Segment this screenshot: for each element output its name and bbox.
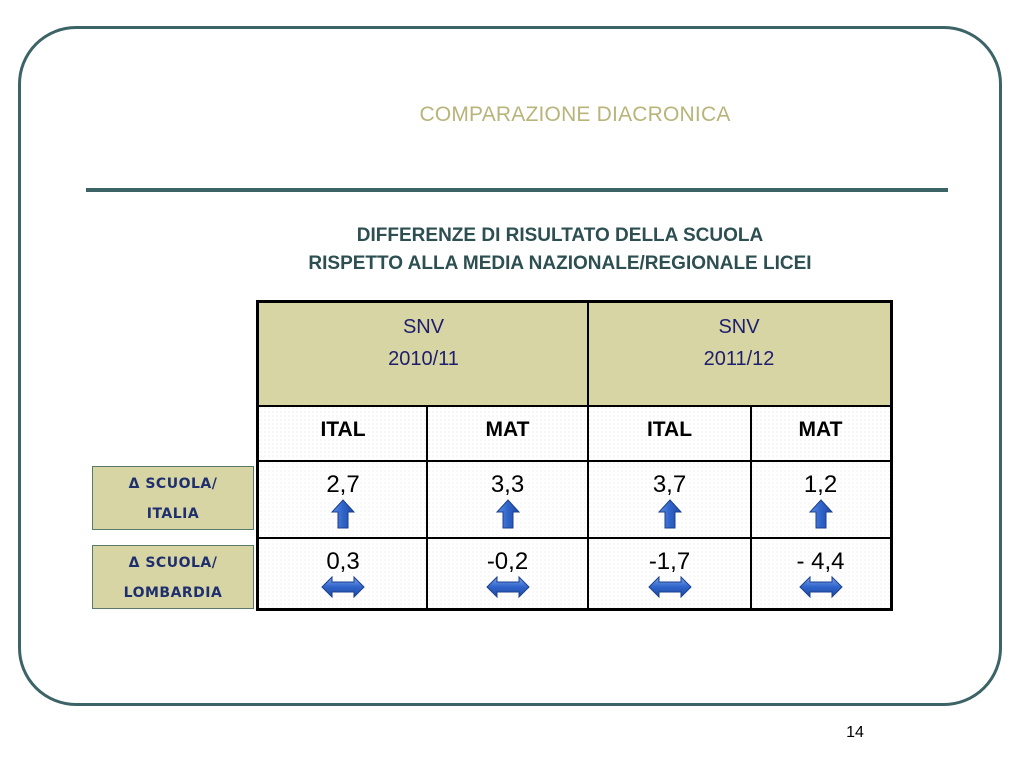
cell-italia-ital-2011 (588, 461, 751, 538)
title-divider (86, 188, 948, 192)
subtitle-line-2: RISPETTO ALLA MEDIA NAZIONALE/REGIONALE LICEI (308, 253, 812, 274)
group-header-year: 2010/11 (388, 348, 459, 370)
cell-value: -1,7 (648, 548, 691, 575)
left-right-arrow-icon (588, 576, 751, 605)
group-header-year: 2011/12 (703, 348, 775, 370)
group-header-2010-11 (259, 303, 588, 406)
column-header-ital-2011: ITAL (588, 406, 751, 461)
left-right-arrow-icon (427, 576, 588, 605)
cell-value: - 4,4 (796, 548, 845, 575)
group-header-2011-12 (588, 303, 890, 406)
row-label-line: ITALIA (146, 506, 200, 522)
row-label-line: Δ SCUOLA/ (128, 555, 218, 571)
cell-value: 1,2 (803, 471, 838, 498)
row-label-lombardia (92, 545, 254, 609)
cell-value: 3,3 (490, 471, 525, 498)
up-arrow-icon (496, 499, 520, 529)
group-header-label: SNV (718, 316, 760, 338)
grid-line (259, 405, 890, 407)
up-arrow-icon (259, 499, 427, 536)
cell-lombardia-ital-2010 (259, 538, 427, 608)
table-subtitle (230, 222, 890, 278)
left-right-arrow-icon (648, 576, 692, 598)
grid-line (259, 537, 890, 539)
cell-lombardia-mat-2011 (751, 538, 890, 608)
grid-line (587, 303, 589, 608)
cell-value: 2,7 (326, 471, 360, 498)
column-header-ital-2010: ITAL (259, 406, 427, 461)
grid-line (750, 406, 752, 608)
results-table (256, 300, 893, 611)
left-right-arrow-icon (751, 576, 890, 605)
column-header-mat-2010: MAT (427, 406, 588, 461)
row-label-line: Δ SCUOLA/ (128, 476, 218, 492)
page-number: 14 (846, 724, 864, 741)
grid-line (259, 460, 890, 462)
up-arrow-icon (809, 499, 833, 529)
row-label-italia (92, 466, 254, 530)
cell-value: 0,3 (326, 548, 360, 575)
column-header-mat-2011: MAT (751, 406, 890, 461)
row-label-line: LOMBARDIA (123, 585, 223, 601)
up-arrow-icon (658, 499, 682, 529)
left-right-arrow-icon (259, 576, 427, 605)
cell-italia-ital-2010 (259, 461, 427, 538)
cell-lombardia-mat-2010 (427, 538, 588, 608)
up-arrow-icon (427, 499, 588, 536)
left-right-arrow-icon (799, 576, 843, 598)
group-header-label: SNV (402, 316, 445, 338)
up-arrow-icon (588, 499, 751, 536)
cell-italia-mat-2010 (427, 461, 588, 538)
up-arrow-icon (331, 499, 355, 529)
cell-lombardia-ital-2011 (588, 538, 751, 608)
cell-italia-mat-2011 (751, 461, 890, 538)
cell-value: 3,7 (652, 471, 687, 498)
cell-value: -0,2 (486, 548, 529, 575)
left-right-arrow-icon (321, 576, 365, 598)
up-arrow-icon (751, 499, 890, 536)
grid-line (426, 406, 428, 608)
subtitle-line-1: DIFFERENZE DI RISULTATO DELLA SCUOLA (356, 225, 764, 246)
slide-title: COMPARAZIONE DIACRONICA (419, 103, 731, 126)
left-right-arrow-icon (486, 576, 530, 598)
